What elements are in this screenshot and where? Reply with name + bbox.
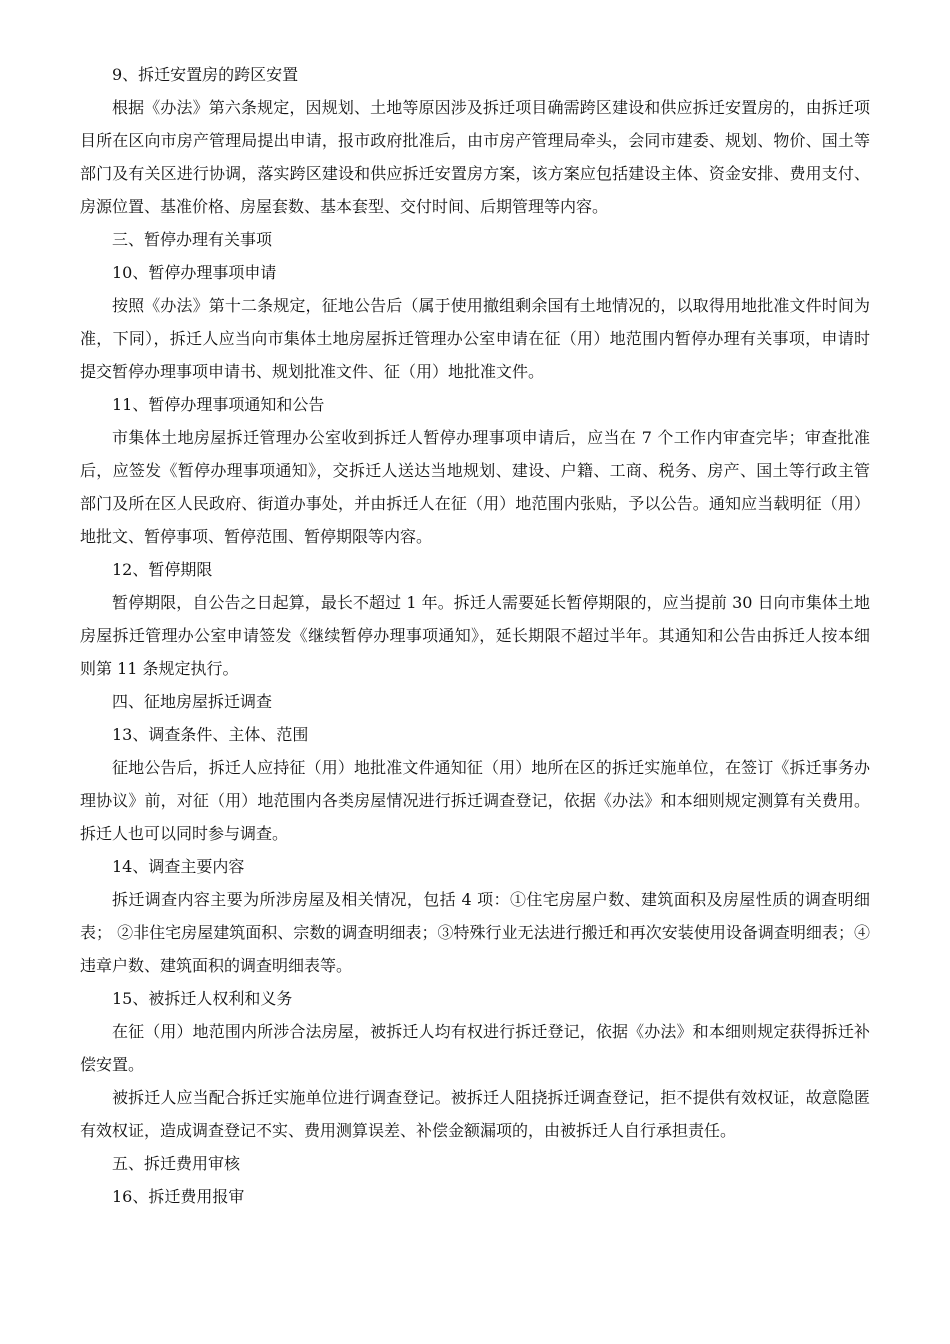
section-heading-10: 10、暂停办理事项申请	[112, 263, 277, 282]
chapter-heading-5: 五、拆迁费用审核	[112, 1154, 241, 1173]
paragraph-suspension-application: 按照《办法》第十二条规定，征地公告后（属于使用撤组剩余国有土地情况的，以取得用地批准文件时间为准，下同），拆迁人应当向市集体土地房屋拆迁管理办公室申请在征（用）地范围内暂停办理有关事项，申请时提交暂停办理事项申请书、规划批准文件、征（用）地批准文件。	[80, 296, 870, 381]
section-heading-9: 9、拆迁安置房的跨区安置	[112, 65, 299, 84]
paragraph-rights: 在征（用）地范围内所涉合法房屋，被拆迁人均有权进行拆迁登记，依据《办法》和本细则规定获得拆迁补偿安置。	[80, 1022, 870, 1074]
paragraph-survey-scope: 征地公告后，拆迁人应持征（用）地批准文件通知征（用）地所在区的拆迁实施单位，在签订《拆迁事务办理协议》前，对征（用）地范围内各类房屋情况进行拆迁调查登记，依据《办法》和本细则规定测算有关费用。拆迁人也可以同时参与调查。	[80, 758, 870, 843]
section-heading-12: 12、暂停期限	[112, 560, 213, 579]
paragraph-suspension-notice: 市集体土地房屋拆迁管理办公室收到拆迁人暂停办理事项申请后，应当在 7 个工作内审查完毕；审查批准后，应签发《暂停办理事项通知》，交拆迁人送达当地规划、建设、户籍、工商、税务、房产、国土等行政主管部门及所在区人民政府、街道办事处，并由拆迁人在征（用）地范围内张贴，予以公告。通知应当载明征（用）地批文、暂停事项、暂停范围、暂停期限等内容。	[80, 428, 870, 546]
section-heading-13: 13、调查条件、主体、范围	[112, 725, 309, 744]
paragraph-obligations: 被拆迁人应当配合拆迁实施单位进行调查登记。被拆迁人阻挠拆迁调查登记，拒不提供有效权证，故意隐匿有效权证，造成调查登记不实、费用测算误差、补偿金额漏项的，由被拆迁人自行承担责任。	[80, 1088, 870, 1140]
chapter-heading-3: 三、暂停办理有关事项	[112, 230, 273, 249]
paragraph-cross-district-resettlement: 根据《办法》第六条规定，因规划、土地等原因涉及拆迁项目确需跨区建设和供应拆迁安置房的，由拆迁项目所在区向市房产管理局提出申请，报市政府批准后，由市房产管理局牵头，会同市建委、规划、物价、国土等部门及有关区进行协调，落实跨区建设和供应拆迁安置房方案，该方案应包括建设主体、资金安排、费用支付、房源位置、基准价格、房屋套数、基本套型、交付时间、后期管理等内容。	[80, 98, 870, 216]
section-heading-16: 16、拆迁费用报审	[112, 1187, 245, 1206]
document-page	[80, 58, 870, 1213]
chapter-heading-4: 四、征地房屋拆迁调查	[112, 692, 273, 711]
paragraph-survey-content: 拆迁调查内容主要为所涉房屋及相关情况，包括 4 项：①住宅房屋户数、建筑面积及房屋性质的调查明细表； ②非住宅房屋建筑面积、宗数的调查明细表；③特殊行业无法进行搬迁和再次安装使用设备调查明细表；④违章户数、建筑面积的调查明细表等。	[80, 890, 870, 975]
section-heading-15: 15、被拆迁人权利和义务	[112, 989, 293, 1008]
section-heading-11: 11、暂停办理事项通知和公告	[112, 395, 325, 414]
paragraph-suspension-period: 暂停期限，自公告之日起算，最长不超过 1 年。拆迁人需要延长暂停期限的，应当提前 30 日向市集体土地房屋拆迁管理办公室申请签发《继续暂停办理事项通知》，延长期限不超过半年。其通知和公告由拆迁人按本细则第 11 条规定执行。	[80, 593, 870, 678]
section-heading-14: 14、调查主要内容	[112, 857, 245, 876]
